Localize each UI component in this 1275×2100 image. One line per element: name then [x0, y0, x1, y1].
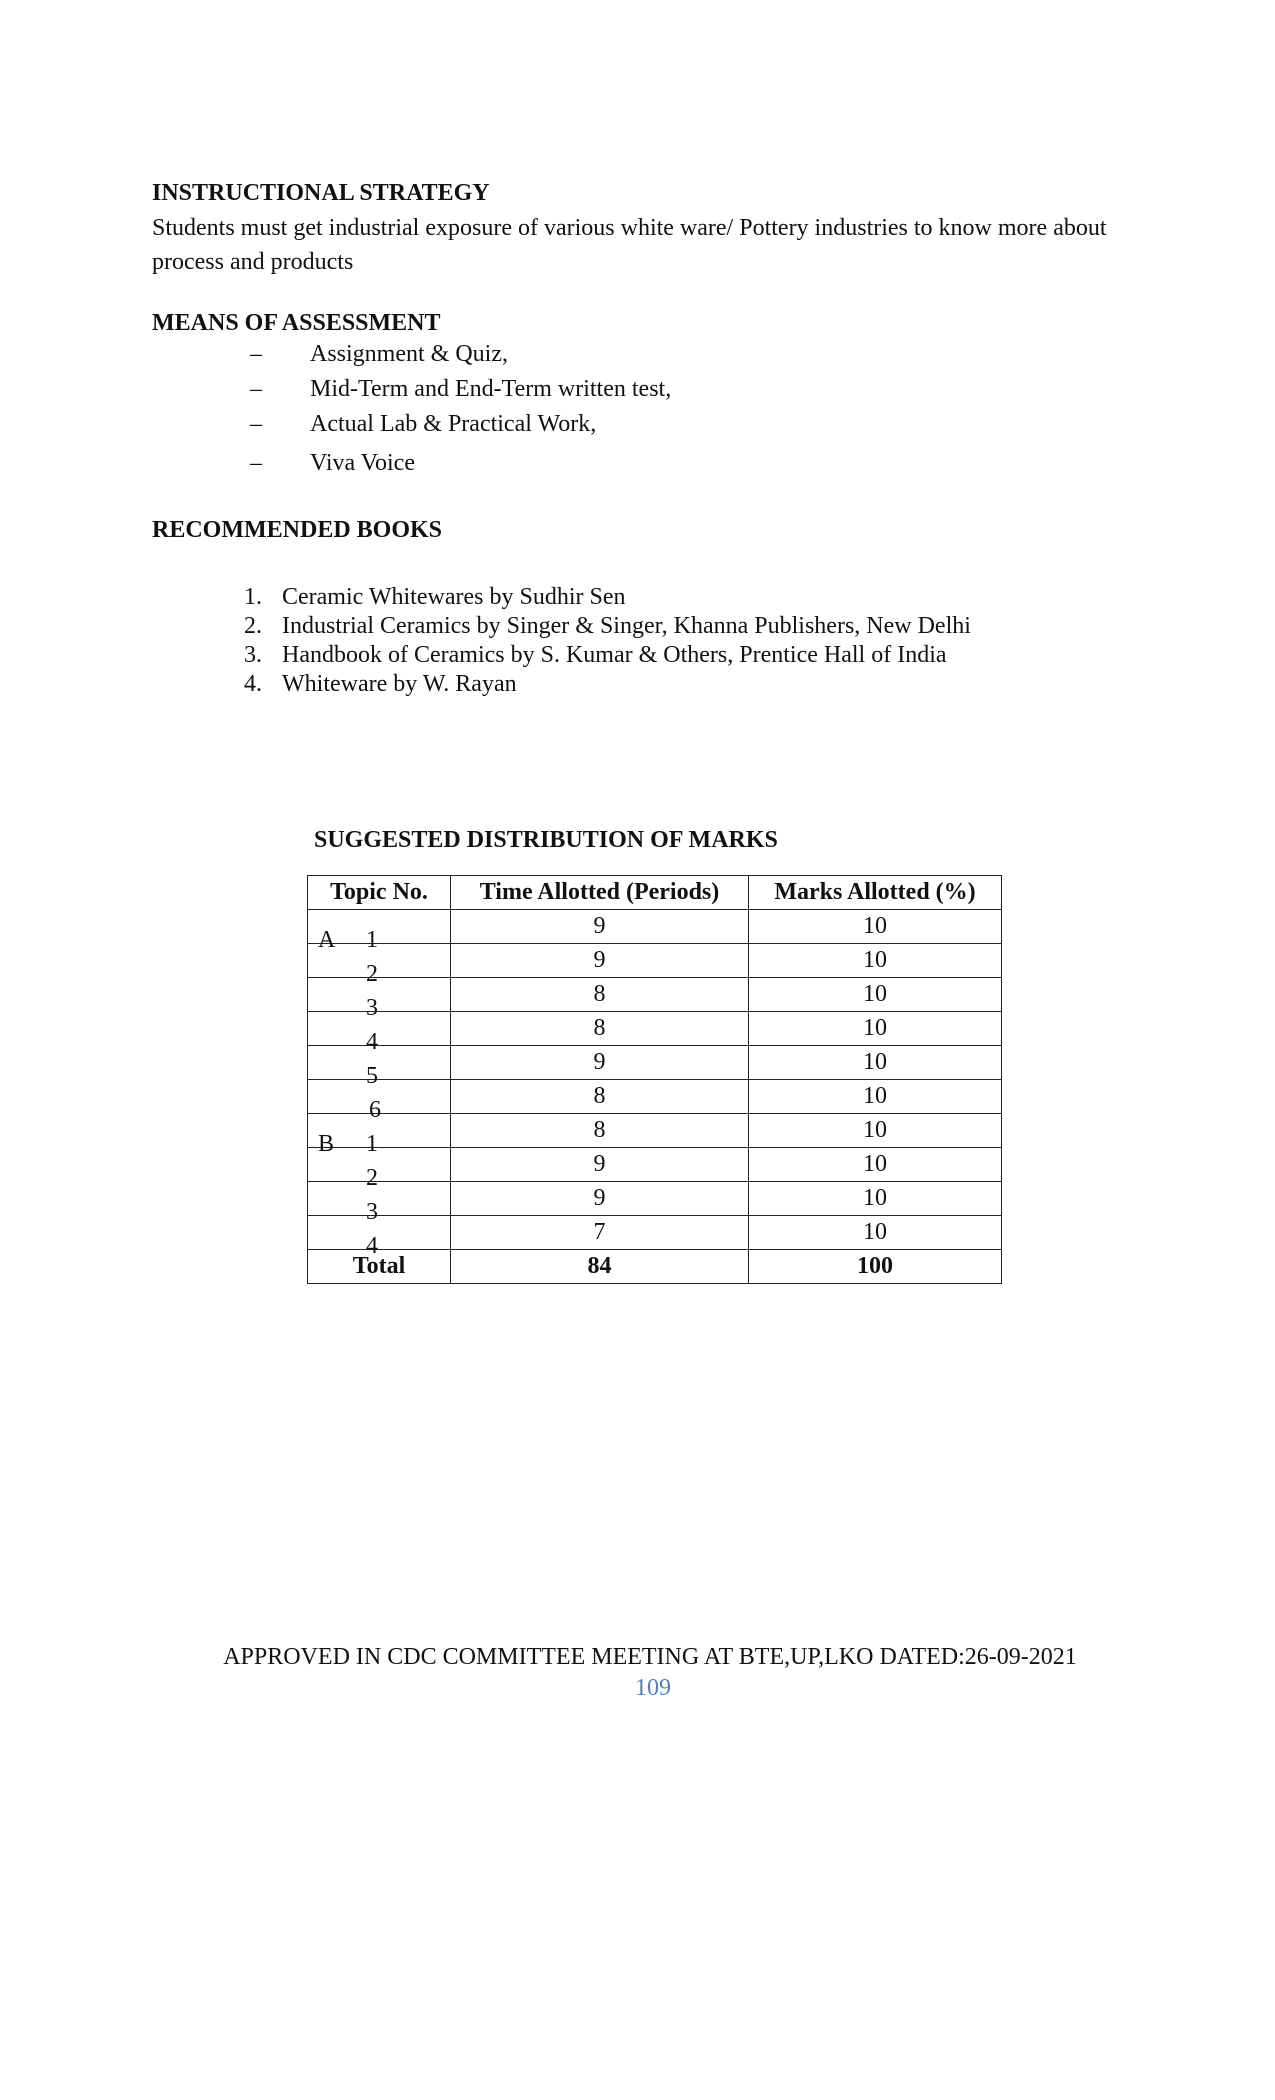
table-row [308, 1216, 1002, 1250]
marks-cell: 10 [749, 910, 1002, 944]
book-title: Industrial Ceramics by Singer & Singer, Khanna Publishers, New Delhi [282, 613, 971, 639]
book-item [244, 613, 971, 640]
time-cell: 8 [451, 1012, 749, 1046]
table-row [308, 1114, 1002, 1148]
topic-cell [308, 1114, 451, 1157]
instructional-strategy-line-1: Students must get industrial exposure of various white ware/ Pottery industries to know more about [152, 215, 1107, 241]
dash-bullet: – [250, 411, 262, 437]
instructional-strategy-heading: INSTRUCTIONAL STRATEGY [152, 180, 490, 206]
time-cell: 9 [451, 944, 749, 978]
assessment-item-text: Actual Lab & Practical Work, [310, 411, 597, 437]
topic-cell [308, 1046, 451, 1089]
topic-number: 1 [366, 926, 378, 953]
dash-bullet: – [250, 450, 262, 476]
table-row [308, 944, 1002, 978]
book-title: Handbook of Ceramics by S. Kumar & Others, Prentice Hall of India [282, 642, 947, 668]
table-total-row [308, 1250, 1002, 1284]
topic-cell [308, 944, 451, 987]
time-cell: 7 [451, 1216, 749, 1250]
book-item [244, 642, 947, 669]
marks-cell: 10 [749, 944, 1002, 978]
marks-cell: 10 [749, 1216, 1002, 1250]
header-time-allotted: Time Allotted (Periods) [451, 876, 749, 910]
topic-cell [308, 1080, 451, 1123]
topic-number: 3 [366, 1198, 378, 1225]
topic-number: 4 [366, 1232, 378, 1259]
recommended-books-heading: RECOMMENDED BOOKS [152, 517, 443, 543]
topic-number: 3 [366, 994, 378, 1021]
topic-cell [308, 978, 451, 1021]
time-cell: 9 [451, 1148, 749, 1182]
marks-cell: 10 [749, 978, 1002, 1012]
topic-number: 2 [366, 960, 378, 987]
total-label: Total [308, 1250, 451, 1284]
section-label: A [318, 926, 336, 953]
assessment-item-text: Viva Voice [310, 450, 415, 476]
marks-distribution-table [307, 875, 1002, 1284]
marks-cell: 10 [749, 1148, 1002, 1182]
table-row [308, 1148, 1002, 1182]
topic-number: 5 [366, 1062, 378, 1089]
time-cell: 8 [451, 1114, 749, 1148]
topic-number: 6 [369, 1096, 381, 1123]
book-number: 1. [244, 584, 262, 610]
table-header-row [308, 876, 1002, 910]
topic-number: 4 [366, 1028, 378, 1055]
topic-cell [308, 910, 451, 953]
time-cell: 9 [451, 1182, 749, 1216]
table-row [308, 1182, 1002, 1216]
section-label: B [318, 1130, 335, 1157]
dash-bullet: – [250, 341, 262, 367]
time-cell: 8 [451, 978, 749, 1012]
header-marks-allotted: Marks Allotted (%) [749, 876, 1002, 910]
book-item [244, 584, 625, 611]
time-cell: 8 [451, 1080, 749, 1114]
time-cell: 9 [451, 910, 749, 944]
topic-cell [308, 1012, 451, 1055]
header-topic-no: Topic No. [308, 876, 451, 910]
book-title: Ceramic Whitewares by Sudhir Sen [282, 584, 626, 610]
table-row [308, 978, 1002, 1012]
instructional-strategy-line-2: process and products [152, 249, 354, 275]
topic-number: 2 [366, 1164, 378, 1191]
page-number: 109 [635, 1675, 671, 1701]
book-number: 2. [244, 613, 262, 639]
assessment-item-text: Assignment & Quiz, [310, 341, 508, 367]
total-time: 84 [451, 1250, 749, 1284]
time-cell: 9 [451, 1046, 749, 1080]
marks-table-title: SUGGESTED DISTRIBUTION OF MARKS [314, 827, 778, 853]
book-number: 4. [244, 671, 262, 697]
approval-footer: APPROVED IN CDC COMMITTEE MEETING AT BTE,UP,LKO DATED:26-09-2021 [223, 1644, 1077, 1670]
table-row [308, 1012, 1002, 1046]
dash-bullet: – [250, 376, 262, 402]
total-marks: 100 [749, 1250, 1002, 1284]
marks-cell: 10 [749, 1012, 1002, 1046]
topic-cell [308, 1148, 451, 1191]
book-title: Whiteware by W. Rayan [282, 671, 517, 697]
book-item [244, 671, 517, 698]
assessment-item-text: Mid-Term and End-Term written test, [310, 376, 672, 402]
marks-cell: 10 [749, 1080, 1002, 1114]
means-of-assessment-heading: MEANS OF ASSESSMENT [152, 310, 441, 336]
table-row [308, 910, 1002, 944]
marks-cell: 10 [749, 1182, 1002, 1216]
table-row [308, 1080, 1002, 1114]
topic-cell [308, 1216, 451, 1259]
book-number: 3. [244, 642, 262, 668]
marks-cell: 10 [749, 1114, 1002, 1148]
marks-cell: 10 [749, 1046, 1002, 1080]
table-row [308, 1046, 1002, 1080]
topic-cell [308, 1182, 451, 1225]
topic-number: 1 [366, 1130, 378, 1157]
